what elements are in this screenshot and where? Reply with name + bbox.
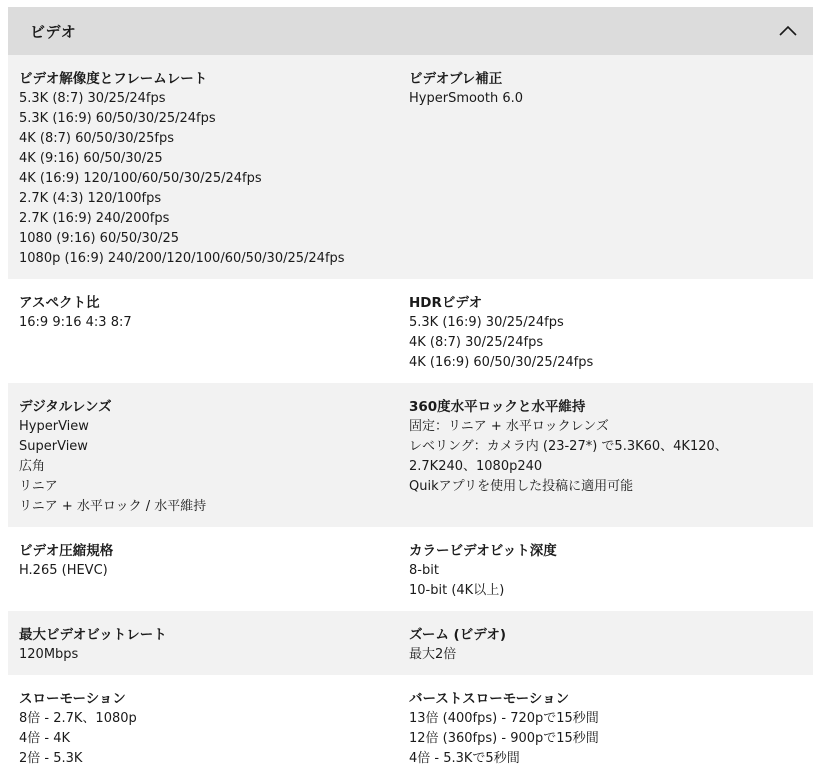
- spec-row: [8, 611, 813, 675]
- spec-value: 2.7K240、1080p240: [409, 459, 543, 474]
- spec-item: [8, 293, 398, 373]
- spec-value: 4K (16:9) 60/50/30/25/24fps: [409, 355, 594, 370]
- spec-item: [398, 69, 813, 269]
- spec-value: 10-bit (4K以上): [409, 583, 505, 598]
- spec-item: [398, 293, 813, 373]
- spec-value: 4K (16:9) 120/100/60/50/30/25/24fps: [19, 171, 262, 186]
- spec-item: [8, 397, 398, 517]
- spec-item: [8, 689, 398, 769]
- spec-label: ビデオ圧縮規格: [19, 543, 114, 559]
- spec-value: 8-bit: [409, 563, 439, 578]
- spec-label: 360度水平ロックと水平維持: [409, 399, 586, 415]
- spec-value: 4K (8:7) 60/50/30/25fps: [19, 131, 175, 146]
- spec-label: ズーム (ビデオ): [409, 627, 507, 643]
- spec-value: リニア: [19, 479, 58, 494]
- spec-value: 固定：リニア + 水平ロックレンズ: [409, 419, 609, 434]
- section-title: ビデオ: [30, 22, 77, 41]
- spec-value: リニア + 水平ロック / 水平維持: [19, 499, 207, 514]
- spec-label: バーストスローモーション: [409, 691, 570, 707]
- spec-value: 1080 (9:16) 60/50/30/25: [19, 231, 179, 246]
- spec-row: [8, 383, 813, 527]
- spec-label: HDRビデオ: [409, 295, 483, 311]
- spec-item: [8, 625, 398, 665]
- spec-item: [8, 69, 398, 269]
- spec-value: 12倍 (360fps) - 900pで15秒間: [409, 731, 599, 746]
- spec-value: レベリング：カメラ内 (23-27*) で5.3K60、4K120、: [409, 439, 728, 454]
- spec-value: 4K (8:7) 30/25/24fps: [409, 335, 544, 350]
- spec-value: 5.3K (16:9) 60/50/30/25/24fps: [19, 111, 216, 126]
- spec-value: 2倍 - 5.3K: [19, 751, 83, 766]
- spec-label: 最大ビデオビットレート: [19, 627, 167, 643]
- spec-row: [8, 279, 813, 383]
- chevron-up-icon[interactable]: [777, 20, 799, 42]
- spec-value: 最大2倍: [409, 647, 457, 662]
- spec-value: 5.3K (8:7) 30/25/24fps: [19, 91, 166, 106]
- spec-row: [8, 527, 813, 611]
- spec-value: 8倍 - 2.7K、1080p: [19, 711, 137, 726]
- spec-item: [398, 625, 813, 665]
- spec-value: 2.7K (4:3) 120/100fps: [19, 191, 162, 206]
- spec-item: [398, 541, 813, 601]
- spec-value: Quikアプリを使用した投稿に適用可能: [409, 479, 634, 494]
- spec-row: [8, 675, 813, 779]
- spec-item: [8, 541, 398, 601]
- spec-label: カラービデオビット深度: [409, 543, 557, 559]
- spec-item: [398, 689, 813, 769]
- spec-value: 16:9 9:16 4:3 8:7: [19, 315, 132, 330]
- spec-item: [398, 397, 813, 517]
- video-specs-section: [8, 7, 813, 779]
- spec-value: 4倍 - 4K: [19, 731, 71, 746]
- spec-label: デジタルレンズ: [19, 399, 112, 415]
- spec-value: 120Mbps: [19, 647, 79, 662]
- spec-label: アスペクト比: [19, 295, 100, 311]
- spec-value: 4K (9:16) 60/50/30/25: [19, 151, 163, 166]
- spec-label: ビデオブレ補正: [409, 71, 503, 87]
- spec-value: H.265 (HEVC): [19, 563, 108, 578]
- spec-value: 13倍 (400fps) - 720pで15秒間: [409, 711, 599, 726]
- section-header-toggle[interactable]: [8, 7, 813, 55]
- spec-value: SuperView: [19, 439, 88, 454]
- spec-row: [8, 55, 813, 279]
- spec-value: HyperSmooth 6.0: [409, 91, 524, 106]
- spec-label: スローモーション: [19, 691, 126, 707]
- spec-value: 4倍 - 5.3Kで5秒間: [409, 751, 520, 766]
- spec-value: HyperView: [19, 419, 89, 434]
- spec-value: 5.3K (16:9) 30/25/24fps: [409, 315, 564, 330]
- spec-value: 1080p (16:9) 240/200/120/100/60/50/30/25/24fps: [19, 251, 345, 266]
- spec-value: 広角: [19, 459, 46, 474]
- spec-label: ビデオ解像度とフレームレート: [19, 71, 208, 87]
- spec-value: 2.7K (16:9) 240/200fps: [19, 211, 170, 226]
